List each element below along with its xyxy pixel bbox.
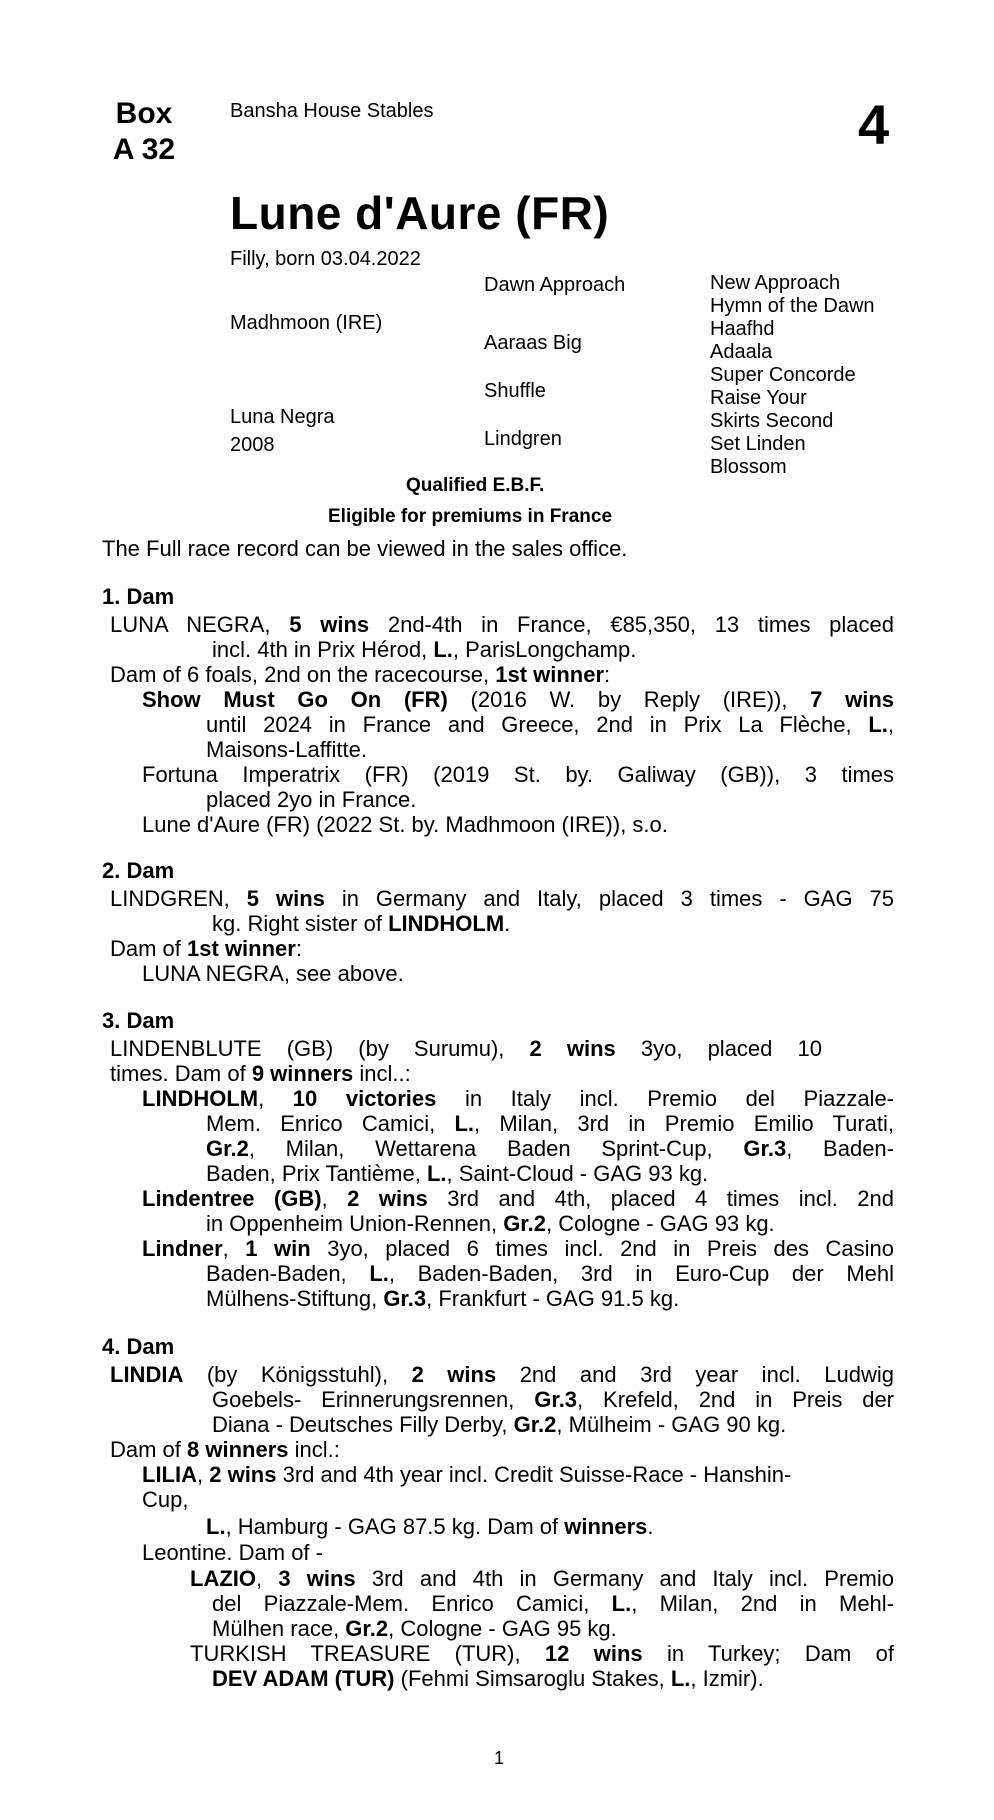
dam2-line: LINDGREN, 5 wins in Germany and Italy, placed 3 times - GAG 75: [110, 886, 894, 911]
dam1-line: until 2024 in France and Greece, 2nd in Prix La Flèche, L.,: [206, 712, 894, 737]
pedigree-ggp-2: Hymn of the Dawn: [710, 295, 875, 317]
dam4-line: Leontine. Dam of -: [142, 1540, 323, 1565]
dam1-line: Lune d'Aure (FR) (2022 St. by. Madhmoon (IRE)), s.o.: [142, 812, 668, 837]
pedigree-ggp-1: New Approach: [710, 272, 841, 294]
dam3-line: LINDENBLUTE (GB) (by Surumu), 2 wins 3yo, placed 10: [110, 1036, 822, 1061]
dam3-line: Baden-Baden, L., Baden-Baden, 3rd in Euro-Cup der Mehl: [206, 1261, 895, 1286]
pedigree-dam: Luna Negra: [230, 406, 335, 428]
dam4-line: Dam of 8 winners incl.:: [110, 1437, 340, 1462]
pedigree-dam-year: 2008: [230, 434, 275, 456]
pedigree-sire-sire: Dawn Approach: [484, 274, 626, 296]
pedigree-ggp-3: Haafhd: [710, 318, 775, 340]
dam4-line: Diana - Deutsches Filly Derby, Gr.2, Mülheim - GAG 90 kg.: [212, 1412, 787, 1437]
pedigree-ggp-7: Skirts Second: [710, 410, 834, 432]
lot-number: 4: [858, 93, 890, 156]
consignor: Bansha House Stables: [230, 100, 434, 122]
dam1-line: Show Must Go On (FR) (2016 W. by Reply (IRE)), 7 wins: [142, 687, 894, 712]
dam4-line: LAZIO, 3 wins 3rd and 4th in Germany and Italy incl. Premio: [190, 1566, 894, 1591]
dam4-line: Cup,: [142, 1487, 189, 1512]
dam1-line: LUNA NEGRA, 5 wins 2nd-4th in France, €85,350, 13 times placed: [110, 612, 894, 637]
dam2-line: Dam of 1st winner:: [110, 936, 302, 961]
dam3-line: Mülhens-Stiftung, Gr.3, Frankfurt - GAG 91.5 kg.: [206, 1286, 680, 1311]
dam3-line: Gr.2, Milan, Wettarena Baden Sprint-Cup, Gr.3, Baden-: [206, 1136, 894, 1161]
box-label: [104, 96, 184, 168]
dam1-line: Fortuna Imperatrix (FR) (2019 St. by. Galiway (GB)), 3 times: [142, 762, 894, 787]
dam4-line: TURKISH TREASURE (TUR), 12 wins in Turkey; Dam of: [190, 1641, 894, 1666]
pedigree-ggp-4: Adaala: [710, 341, 773, 363]
dam1-line: Maisons-Laffitte.: [206, 737, 368, 762]
dam3-line: Lindner, 1 win 3yo, placed 6 times incl. 2nd in Preis des Casino: [142, 1236, 894, 1261]
dam1-heading: 1. Dam: [102, 584, 175, 609]
dam3-line: times. Dam of 9 winners incl..:: [110, 1061, 411, 1086]
premiums-note: Eligible for premiums in France: [328, 506, 613, 527]
dam4-line: L., Hamburg - GAG 87.5 kg. Dam of winners.: [206, 1514, 654, 1539]
dam4-line: DEV ADAM (TUR) (Fehmi Simsaroglu Stakes, L., Izmir).: [212, 1666, 764, 1691]
pedigree-sire-dam: Aaraas Big: [484, 332, 582, 354]
dam1-line: Dam of 6 foals, 2nd on the racecourse, 1st winner:: [110, 662, 611, 687]
record-note: The Full race record can be viewed in the sales office.: [102, 536, 628, 561]
dam4-heading: 4. Dam: [102, 1334, 175, 1359]
pedigree-ggp-6: Raise Your: [710, 387, 807, 409]
box-number: A 32: [112, 133, 176, 166]
dam1-line: incl. 4th in Prix Hérod, L., ParisLongchamp.: [212, 637, 637, 662]
dam1-line: placed 2yo in France.: [206, 787, 417, 812]
dam2-line: kg. Right sister of LINDHOLM.: [212, 911, 511, 936]
pedigree-dam-dam: Lindgren: [484, 428, 562, 450]
dam4-line: LINDIA (by Königsstuhl), 2 wins 2nd and 3rd year incl. Ludwig: [110, 1362, 895, 1387]
box-label-text: Box: [115, 97, 173, 130]
dam3-line: Lindentree (GB), 2 wins 3rd and 4th, placed 4 times incl. 2nd: [142, 1186, 895, 1211]
pedigree-sire: Madhmoon (IRE): [230, 312, 383, 334]
dam3-line: Mem. Enrico Camici, L., Milan, 3rd in Premio Emilio Turati,: [206, 1111, 894, 1136]
dam2-line: LUNA NEGRA, see above.: [142, 961, 404, 986]
dam4-line: Mülhen race, Gr.2, Cologne - GAG 95 kg.: [212, 1616, 617, 1641]
ebf-note: Qualified E.B.F.: [406, 475, 545, 496]
dam4-line: LILIA, 2 wins 3rd and 4th year incl. Credit Suisse-Race - Hanshin-: [142, 1462, 792, 1487]
dam4-line: del Piazzale-Mem. Enrico Camici, L., Milan, 2nd in Mehl-: [212, 1591, 894, 1616]
dam2-heading: 2. Dam: [102, 858, 175, 883]
dam3-line: in Oppenheim Union-Rennen, Gr.2, Cologne - GAG 93 kg.: [206, 1211, 775, 1236]
dam3-line: Baden, Prix Tantième, L., Saint-Cloud - GAG 93 kg.: [206, 1161, 709, 1186]
dam4-line: Goebels- Erinnerungsrennen, Gr.3, Krefeld, 2nd in Preis der: [212, 1387, 895, 1412]
pedigree-dam-sire: Shuffle: [484, 380, 546, 402]
page-number: 1: [494, 1748, 505, 1768]
horse-name: Lune d'Aure (FR): [230, 187, 610, 239]
pedigree-ggp-5: Super Concorde: [710, 364, 856, 386]
dam3-line: LINDHOLM, 10 victories in Italy incl. Premio del Piazzale-: [142, 1086, 894, 1111]
pedigree-ggp-8: Set Linden: [710, 433, 806, 455]
dam3-heading: 3. Dam: [102, 1008, 175, 1033]
pedigree-ggp-9: Blossom: [710, 456, 787, 478]
horse-description: Filly, born 03.04.2022: [230, 248, 421, 270]
